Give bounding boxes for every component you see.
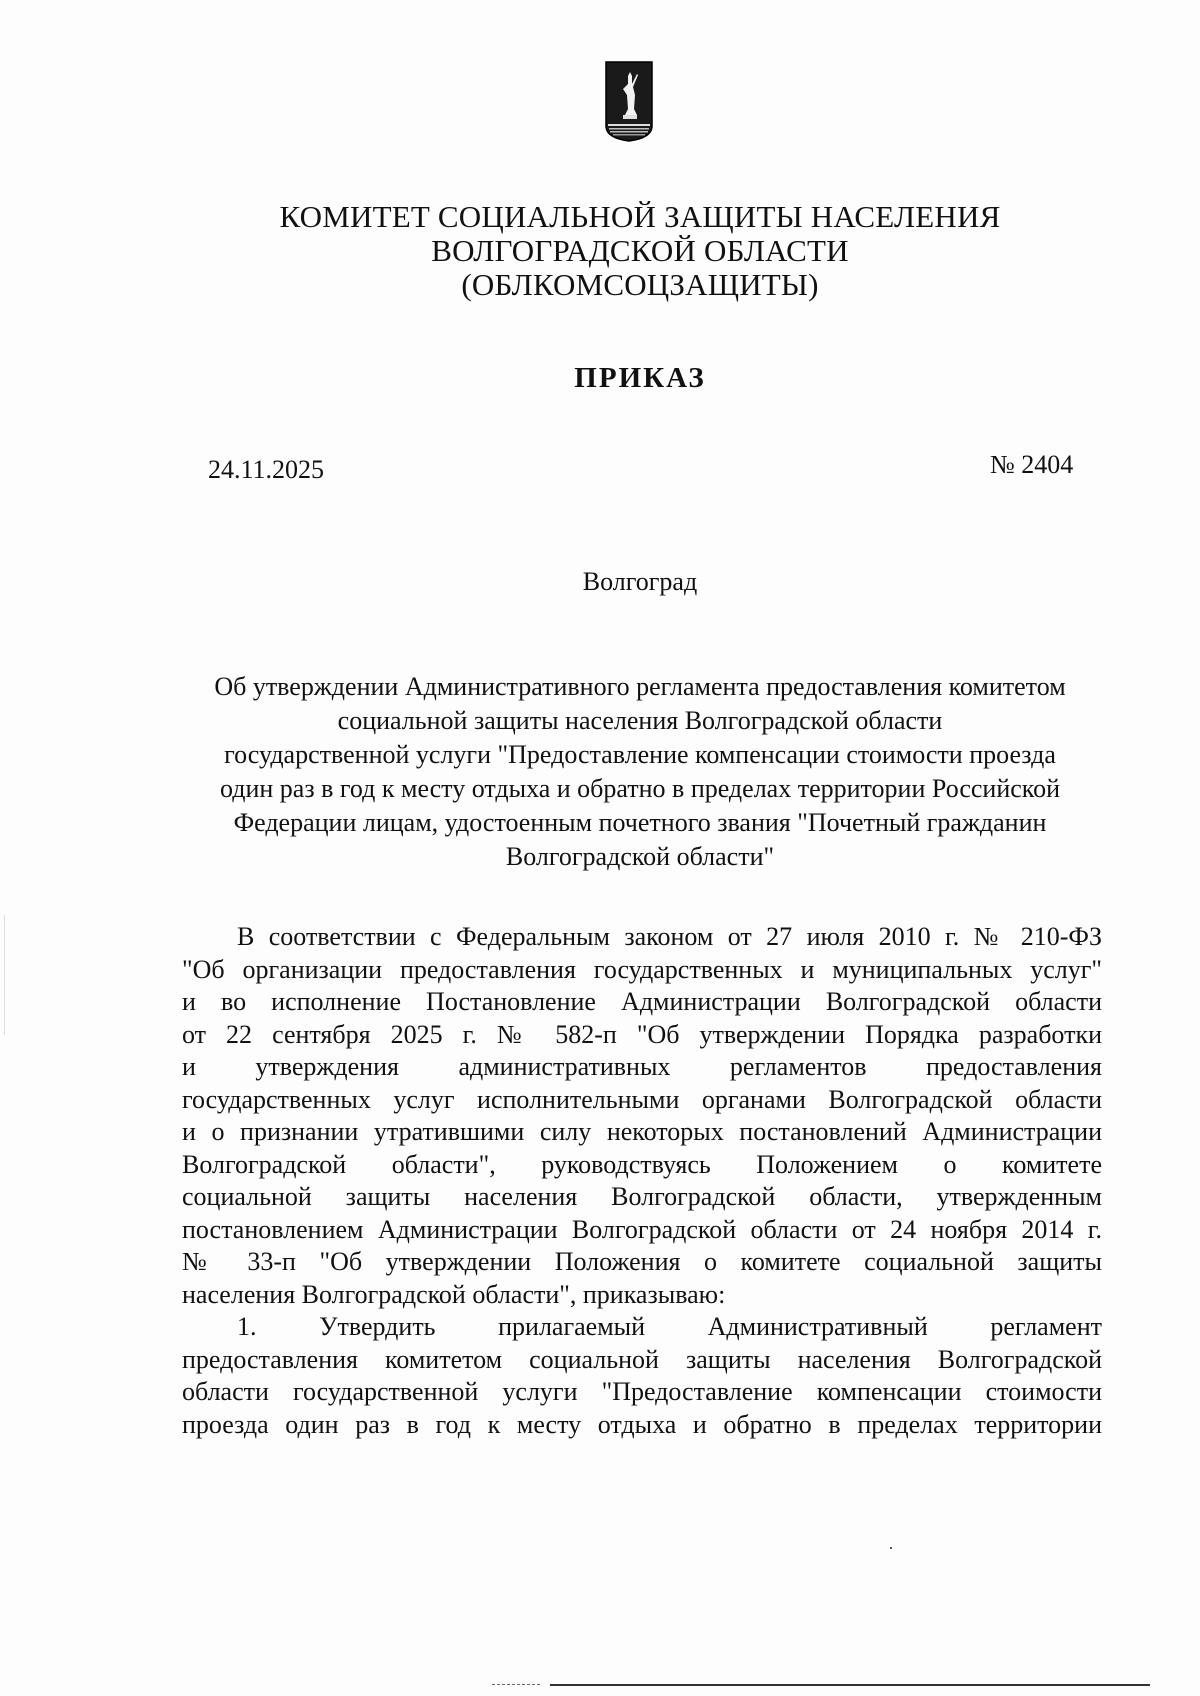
org-line: (ОБЛКОМСОЦЗАЩИТЫ) <box>461 267 819 302</box>
body-line: постановлением Администрации Волгоградской области от 24 ноября 2014 г. <box>182 1214 1102 1244</box>
title-line: Федерации лицам, удостоенным почетного звания "Почетный гражданин <box>233 808 1047 837</box>
body-line: социальной защиты населения Волгоградской области, утвержденным <box>182 1182 1102 1211</box>
bottom-dashed-rule <box>492 1684 540 1686</box>
body-line: от 22 сентября 2025 г. № 582-п "Об утверждении Порядка разработки <box>182 1019 1102 1049</box>
volgograd-coat-of-arms-icon <box>604 60 654 143</box>
title-line: государственной услуги "Предоставление компенсации стоимости проезда <box>224 740 1056 769</box>
body-line: и утверждения административных регламентов предоставления <box>182 1052 1102 1081</box>
title-line: социальной защиты населения Волгоградской области <box>337 706 943 735</box>
body-line: и во исполнение Постановление Администрации Волгоградской области <box>182 987 1102 1016</box>
scan-edge-mark <box>4 915 5 1035</box>
body-line: и о признании утратившими силу некоторых постановлений Администрации <box>182 1117 1102 1146</box>
document-date: 24.11.2025 <box>208 455 325 484</box>
body-line: № 33-п "Об утверждении Положения о комитете социальной защиты <box>182 1247 1102 1276</box>
body-line: В соответствии с Федеральным законом от 27 июля 2010 г. № 210-ФЗ <box>237 922 1102 951</box>
org-line: ВОЛГОГРАДСКОЙ ОБЛАСТИ <box>431 233 849 268</box>
document-type-heading: ПРИКАЗ <box>574 362 706 394</box>
body-line: государственных услуг исполнительными органами Волгоградской области <box>182 1084 1102 1114</box>
document-title <box>170 670 1110 874</box>
body-line: проезда один раз в год к месту отдыха и обратно в пределах территории <box>182 1409 1102 1439</box>
body-line: 1. Утвердить прилагаемый Административный регламент <box>237 1312 1102 1341</box>
org-line: КОМИТЕТ СОЦИАЛЬНОЙ ЗАЩИТЫ НАСЕЛЕНИЯ <box>279 199 1001 234</box>
organization-name <box>220 200 1060 302</box>
body-line: Волгоградской области", руководствуясь Положением о комитете <box>182 1149 1102 1179</box>
title-line: Об утверждении Административного регламента предоставления комитетом <box>214 672 1066 701</box>
body-line: населения Волгоградской области", приказываю: <box>182 1279 726 1309</box>
document-body <box>182 921 1102 1441</box>
title-line: один раз в год к месту отдыха и обратно в пределах территории Российской <box>219 774 1061 803</box>
title-line: Волгоградской области" <box>505 842 775 871</box>
bottom-rule <box>550 1684 1150 1686</box>
scan-speck <box>890 1547 892 1549</box>
document-number: № 2404 <box>990 450 1074 479</box>
body-line: области государственной услуги "Предоставление компенсации стоимости <box>182 1377 1102 1406</box>
body-line: "Об организации предоставления государственных и муниципальных услуг" <box>182 954 1102 984</box>
body-line: предоставления комитетом социальной защиты населения Волгоградской <box>182 1344 1102 1374</box>
document-city: Волгоград <box>582 567 698 596</box>
